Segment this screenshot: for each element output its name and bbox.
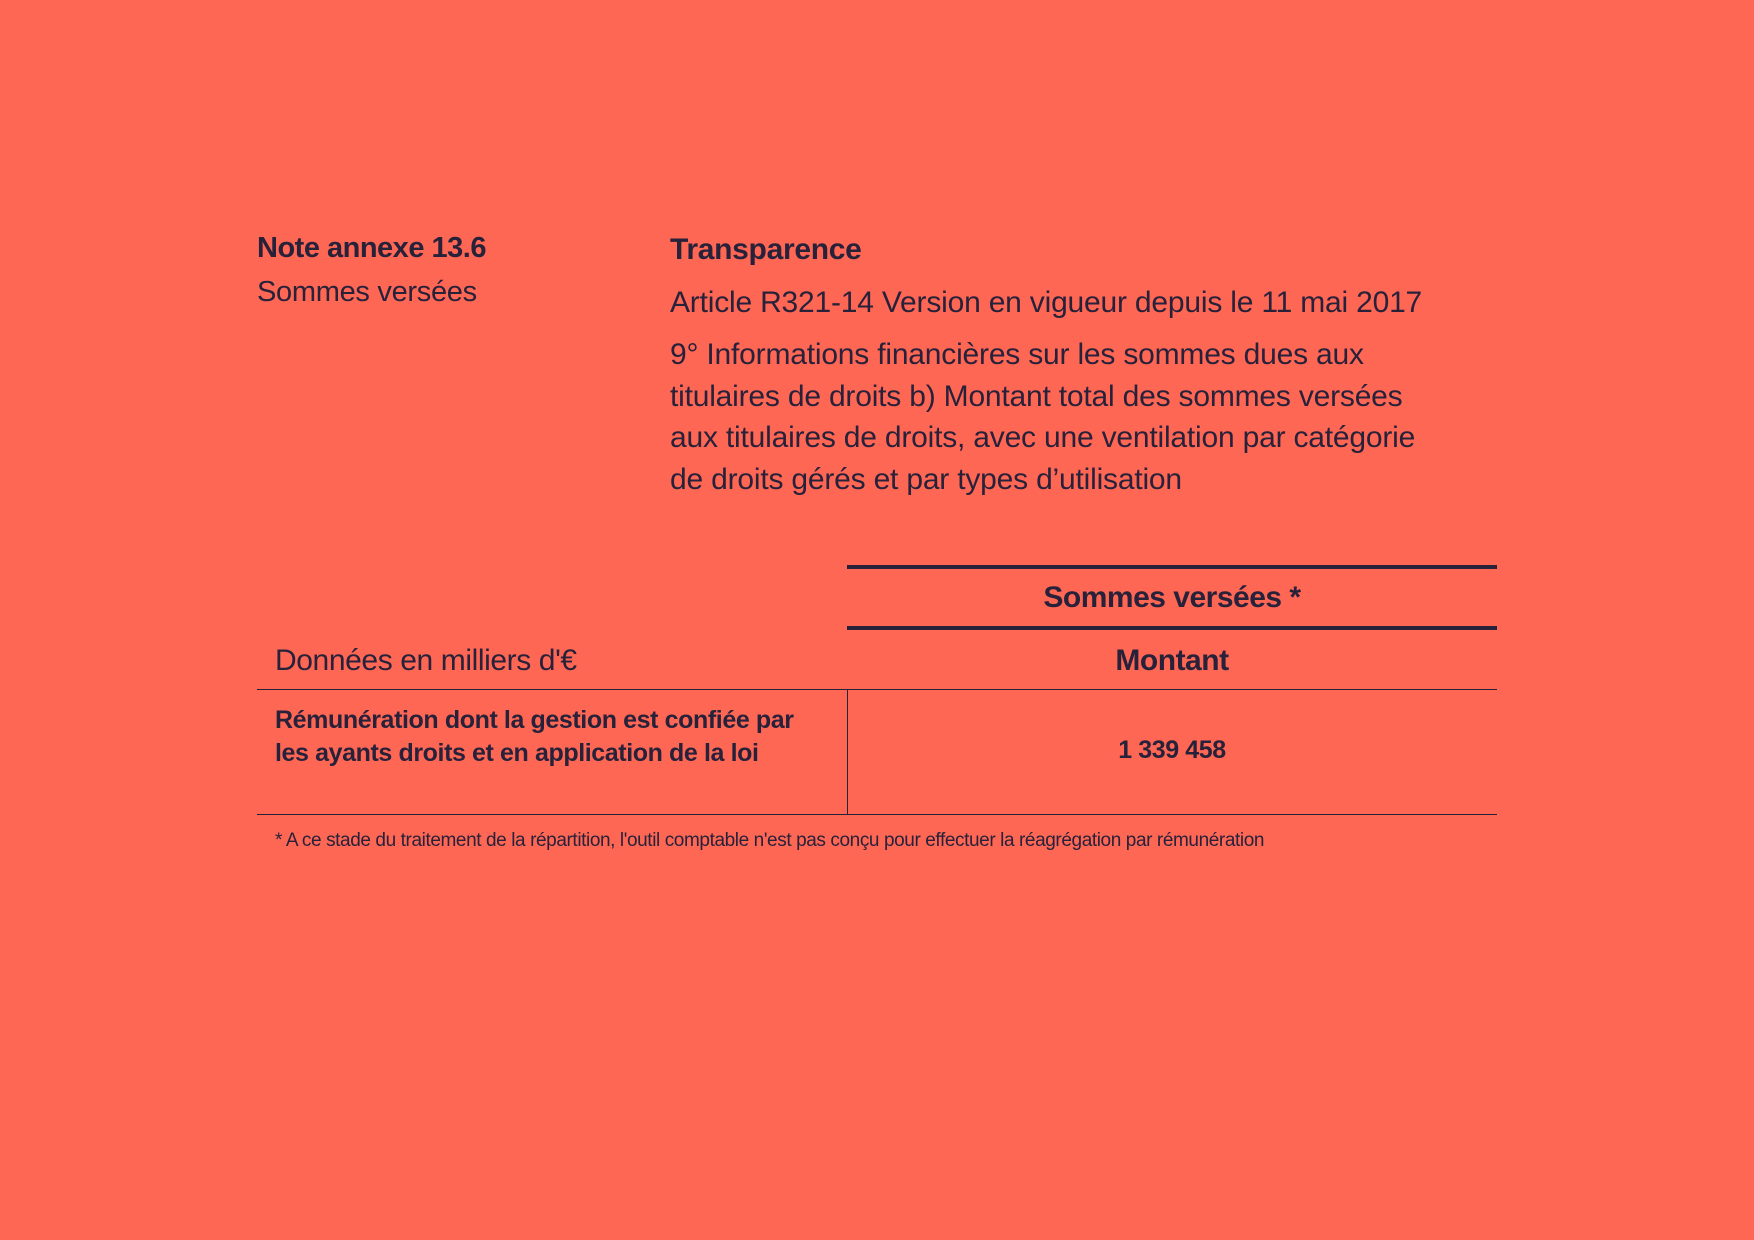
column-header-montant: Montant — [1115, 644, 1229, 677]
footnote: * A ce stade du traitement de la répartition, l'outil comptable n'est pas conçu pour effectuer la réagrégation par rémunération — [275, 830, 1265, 851]
row-label: Rémunération dont la gestion est confiée par les ayants droits et en application de la loi — [275, 706, 794, 767]
note-block — [257, 228, 486, 312]
table-rule-top — [257, 689, 1497, 690]
header-mid-rule — [847, 626, 1497, 630]
article-description: 9° Informations financières sur les sommes dues aux titulaires de droits b) Montant total des sommes versées aux titulaires de droits, avec une ventilation par catégorie de droits gérés et par types d’utilisation — [670, 338, 1416, 496]
row-value: 1 339 458 — [1118, 736, 1226, 764]
note-title: Note annexe 13.6 — [257, 232, 486, 264]
article-reference: Article R321-14 Version en vigueur depuis le 11 mai 2017 — [670, 286, 1423, 319]
intro-section — [670, 228, 1490, 500]
table-rule-bottom — [257, 814, 1497, 815]
header-top-rule — [847, 565, 1497, 569]
note-subtitle: Sommes versées — [257, 276, 477, 308]
group-header: Sommes versées * — [1043, 581, 1301, 614]
unit-label: Données en milliers d'€ — [275, 644, 577, 677]
section-title: Transparence — [670, 233, 862, 266]
